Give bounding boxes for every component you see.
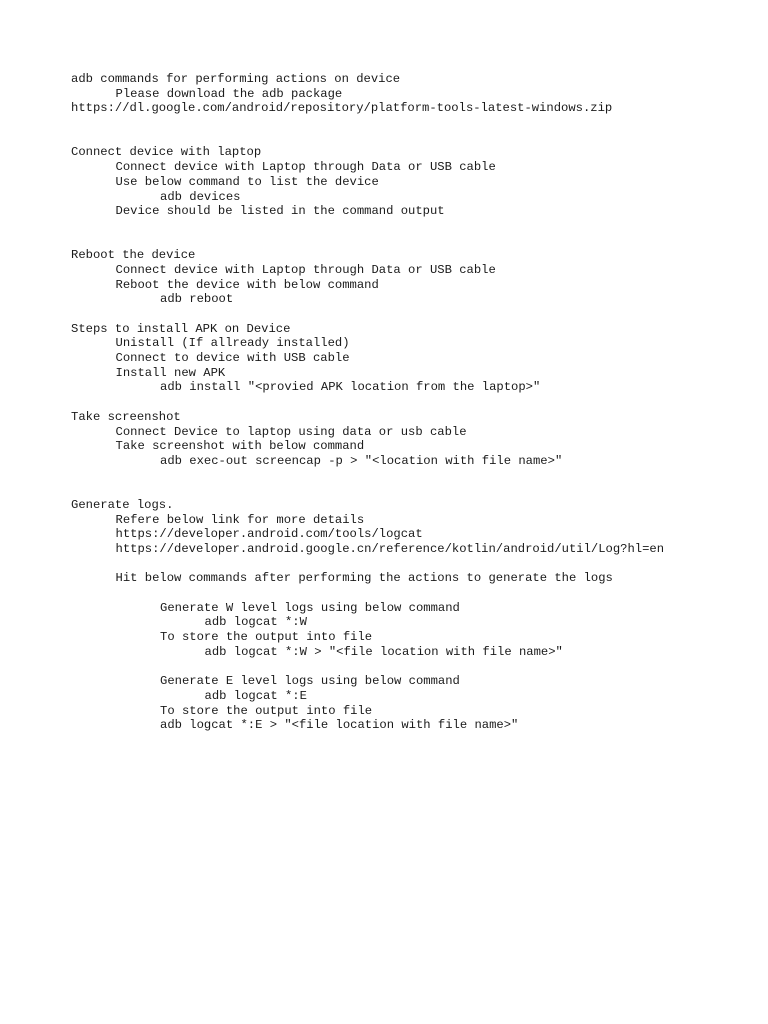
install-command: adb install "<provied APK location from the laptop>"	[160, 380, 541, 395]
install-step-3: Install new APK	[115, 365, 226, 380]
reboot-heading: Reboot the device	[71, 248, 196, 263]
logs-refer: Refere below link for more details	[115, 512, 365, 527]
download-url: https://dl.google.com/android/repository/platform-tools-latest-windows.zip	[71, 101, 613, 116]
install-step-2: Connect to device with USB cable	[115, 351, 350, 366]
spacer	[71, 395, 768, 410]
spacer	[71, 116, 768, 145]
screenshot-step-1: Connect Device to laptop using data or usb cable	[115, 424, 467, 439]
download-note: Please download the adb package	[115, 86, 343, 101]
connect-command: adb devices	[160, 189, 241, 204]
logs-w-store-command: adb logcat *:W > "<file location with file name>"	[204, 644, 563, 659]
connect-step-1: Connect device with Laptop through Data or USB cable	[115, 160, 496, 175]
reboot-command: adb reboot	[160, 292, 234, 307]
install-heading: Steps to install APK on Device	[71, 321, 291, 336]
document-page	[71, 72, 768, 733]
spacer	[71, 219, 768, 248]
screenshot-command: adb exec-out screencap -p > "<location with file name>"	[160, 453, 563, 468]
reboot-step-1: Connect device with Laptop through Data or USB cable	[115, 262, 496, 277]
spacer	[71, 660, 768, 675]
install-step-1: Unistall (If allready installed)	[115, 336, 350, 351]
spacer	[71, 307, 768, 322]
connect-heading: Connect device with laptop	[71, 145, 262, 160]
logs-e-command: adb logcat *:E	[204, 688, 307, 703]
logs-w-store: To store the output into file	[160, 630, 373, 645]
logs-w-heading: Generate W level logs using below command	[160, 600, 460, 615]
connect-step-3: Device should be listed in the command output	[115, 204, 445, 219]
reboot-step-2: Reboot the device with below command	[115, 277, 379, 292]
spacer	[71, 469, 768, 498]
logs-e-store-command: adb logcat *:E > "<file location with file name>"	[160, 718, 519, 733]
logs-hit-instruction: Hit below commands after performing the actions to generate the logs	[115, 571, 613, 586]
spacer	[71, 557, 768, 572]
spacer	[71, 586, 768, 601]
screenshot-heading: Take screenshot	[71, 409, 181, 424]
logs-e-store: To store the output into file	[160, 703, 373, 718]
logs-w-command: adb logcat *:W	[204, 615, 307, 630]
document-title: adb commands for performing actions on device	[71, 72, 401, 86]
screenshot-step-2: Take screenshot with below command	[115, 439, 365, 454]
connect-step-2: Use below command to list the device	[115, 174, 379, 189]
logs-heading: Generate logs.	[71, 497, 174, 512]
logs-link-logcat: https://developer.android.com/tools/logcat	[115, 527, 423, 542]
logs-link-log-reference: https://developer.android.google.cn/reference/kotlin/android/util/Log?hl=en	[115, 542, 665, 557]
logs-e-heading: Generate E level logs using below command	[160, 674, 460, 689]
